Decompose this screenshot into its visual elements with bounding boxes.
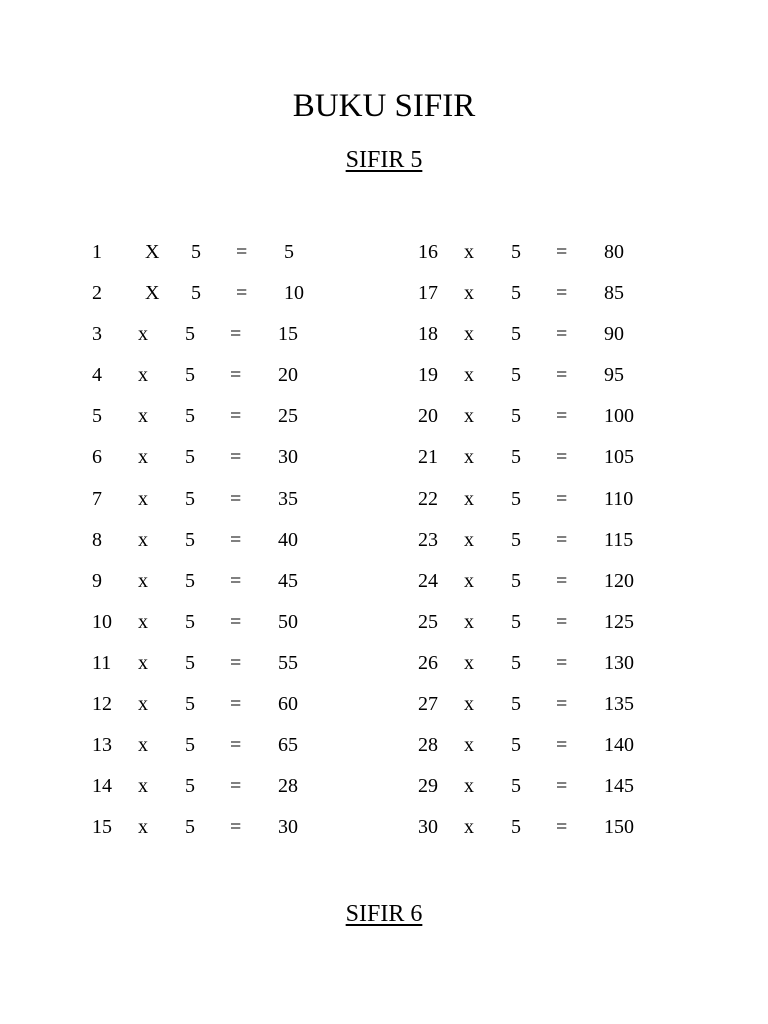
equals-sign: = bbox=[230, 816, 242, 839]
multiplier: 1 bbox=[92, 241, 102, 263]
section-heading-text: SIFIR 6 bbox=[345, 901, 423, 927]
equals-sign: = bbox=[230, 528, 242, 551]
equals-sign: = bbox=[230, 446, 242, 469]
table-row bbox=[384, 355, 768, 396]
product: 115 bbox=[604, 528, 634, 551]
multiplicand: 5 bbox=[511, 323, 521, 346]
table-column-right bbox=[384, 232, 768, 848]
multiplicand: 5 bbox=[511, 775, 521, 798]
multiplier: 21 bbox=[418, 446, 438, 469]
product: 135 bbox=[604, 693, 634, 716]
times-sign: x bbox=[464, 528, 474, 551]
multiplier: 4 bbox=[92, 364, 102, 387]
multiplier: 25 bbox=[418, 610, 438, 633]
table-row bbox=[0, 602, 384, 643]
multiplicand: 5 bbox=[185, 569, 195, 592]
multiplicand: 5 bbox=[185, 610, 195, 633]
times-sign: X bbox=[145, 241, 160, 263]
times-sign: x bbox=[138, 405, 148, 428]
multiplicand: 5 bbox=[185, 693, 195, 716]
multiplier: 28 bbox=[418, 734, 438, 757]
multiplicand: 5 bbox=[185, 487, 195, 510]
product: 150 bbox=[604, 816, 634, 839]
product: 55 bbox=[278, 651, 298, 674]
multiplicand: 5 bbox=[191, 282, 201, 305]
product: 120 bbox=[604, 569, 634, 592]
table-row bbox=[384, 437, 768, 478]
multiplier: 18 bbox=[418, 323, 438, 346]
product: 35 bbox=[278, 487, 298, 510]
section-heading-text: SIFIR 5 bbox=[345, 147, 423, 173]
table-row bbox=[384, 396, 768, 437]
table-row bbox=[384, 232, 768, 273]
multiplicand: 5 bbox=[511, 651, 521, 674]
product: 65 bbox=[278, 734, 298, 757]
equals-sign: = bbox=[556, 651, 568, 674]
table-row bbox=[0, 273, 384, 314]
multiplier: 16 bbox=[418, 241, 438, 263]
times-sign: x bbox=[464, 693, 474, 716]
product: 40 bbox=[278, 528, 298, 551]
multiplicand: 5 bbox=[511, 569, 521, 592]
section-heading-sifir-6 bbox=[0, 899, 768, 929]
equals-sign: = bbox=[230, 487, 242, 510]
times-sign: x bbox=[464, 364, 474, 387]
times-sign: x bbox=[138, 775, 148, 798]
times-sign: x bbox=[464, 775, 474, 798]
multiplier: 29 bbox=[418, 775, 438, 798]
product: 80 bbox=[604, 241, 624, 263]
page-title: BUKU SIFIR bbox=[292, 88, 476, 124]
product: 28 bbox=[278, 775, 298, 798]
multiplier: 3 bbox=[92, 323, 102, 346]
table-row bbox=[384, 520, 768, 561]
equals-sign: = bbox=[556, 241, 568, 263]
times-sign: x bbox=[138, 364, 148, 387]
equals-sign: = bbox=[230, 610, 242, 633]
multiplicand: 5 bbox=[185, 364, 195, 387]
table-row bbox=[384, 807, 768, 848]
multiplier: 30 bbox=[418, 816, 438, 839]
times-sign: x bbox=[138, 446, 148, 469]
equals-sign: = bbox=[556, 569, 568, 592]
multiplicand: 5 bbox=[511, 734, 521, 757]
multiplier: 12 bbox=[92, 693, 112, 716]
multiplicand: 5 bbox=[511, 446, 521, 469]
table-row bbox=[384, 314, 768, 355]
table-row bbox=[0, 396, 384, 437]
product: 130 bbox=[604, 651, 634, 674]
multiplier: 22 bbox=[418, 487, 438, 510]
multiplier: 8 bbox=[92, 528, 102, 551]
equals-sign: = bbox=[230, 734, 242, 757]
product: 50 bbox=[278, 610, 298, 633]
times-sign: x bbox=[464, 487, 474, 510]
multiplier: 6 bbox=[92, 446, 102, 469]
multiplier: 2 bbox=[92, 282, 102, 305]
times-sign: x bbox=[464, 651, 474, 674]
equals-sign: = bbox=[236, 241, 248, 263]
multiplicand: 5 bbox=[185, 323, 195, 346]
times-sign: x bbox=[464, 816, 474, 839]
product: 20 bbox=[278, 364, 298, 387]
table-row bbox=[0, 725, 384, 766]
multiplicand: 5 bbox=[185, 405, 195, 428]
table-row bbox=[0, 520, 384, 561]
multiplicand: 5 bbox=[185, 528, 195, 551]
times-sign: x bbox=[138, 323, 148, 346]
table-row bbox=[0, 684, 384, 725]
product: 15 bbox=[278, 323, 298, 346]
times-sign: x bbox=[138, 693, 148, 716]
product: 45 bbox=[278, 569, 298, 592]
product: 110 bbox=[604, 487, 634, 510]
multiplier: 15 bbox=[92, 816, 112, 839]
equals-sign: = bbox=[556, 528, 568, 551]
times-sign: x bbox=[138, 651, 148, 674]
equals-sign: = bbox=[556, 734, 568, 757]
times-sign: x bbox=[138, 734, 148, 757]
multiplier: 24 bbox=[418, 569, 438, 592]
equals-sign: = bbox=[230, 405, 242, 428]
table-row bbox=[0, 766, 384, 807]
table-row bbox=[0, 807, 384, 848]
times-sign: x bbox=[464, 323, 474, 346]
table-row bbox=[0, 479, 384, 520]
multiplicand: 5 bbox=[511, 487, 521, 510]
equals-sign: = bbox=[230, 651, 242, 674]
table-row bbox=[0, 437, 384, 478]
multiplicand: 5 bbox=[511, 816, 521, 839]
times-sign: x bbox=[138, 487, 148, 510]
product: 95 bbox=[604, 364, 624, 387]
table-row bbox=[0, 314, 384, 355]
equals-sign: = bbox=[556, 446, 568, 469]
equals-sign: = bbox=[236, 282, 248, 305]
table-row bbox=[384, 643, 768, 684]
multiplicand: 5 bbox=[185, 816, 195, 839]
multiplier: 26 bbox=[418, 651, 438, 674]
multiplicand: 5 bbox=[191, 241, 201, 263]
equals-sign: = bbox=[556, 693, 568, 716]
times-sign: X bbox=[145, 282, 160, 305]
multiplier: 11 bbox=[92, 651, 112, 674]
table-row bbox=[0, 355, 384, 396]
product: 25 bbox=[278, 405, 298, 428]
product: 30 bbox=[278, 816, 298, 839]
table-row bbox=[384, 684, 768, 725]
multiplier: 9 bbox=[92, 569, 102, 592]
multiplier: 17 bbox=[418, 282, 438, 305]
equals-sign: = bbox=[556, 282, 568, 305]
table-column-left bbox=[0, 232, 384, 848]
equals-sign: = bbox=[230, 693, 242, 716]
table-row bbox=[0, 561, 384, 602]
table-row bbox=[384, 479, 768, 520]
product: 5 bbox=[284, 241, 294, 263]
multiplier: 13 bbox=[92, 734, 112, 757]
product: 125 bbox=[604, 610, 634, 633]
product: 85 bbox=[604, 282, 624, 305]
multiplicand: 5 bbox=[185, 734, 195, 757]
times-sign: x bbox=[138, 528, 148, 551]
times-sign: x bbox=[138, 610, 148, 633]
multiplicand: 5 bbox=[185, 775, 195, 798]
multiplier: 10 bbox=[92, 610, 112, 633]
equals-sign: = bbox=[556, 405, 568, 428]
product: 105 bbox=[604, 446, 634, 469]
equals-sign: = bbox=[230, 364, 242, 387]
times-sign: x bbox=[464, 241, 474, 263]
table-row bbox=[384, 725, 768, 766]
times-sign: x bbox=[464, 610, 474, 633]
table-row bbox=[0, 232, 384, 273]
equals-sign: = bbox=[556, 323, 568, 346]
times-sign: x bbox=[464, 405, 474, 428]
product: 30 bbox=[278, 446, 298, 469]
equals-sign: = bbox=[556, 775, 568, 798]
multiplicand: 5 bbox=[185, 651, 195, 674]
multiplicand: 5 bbox=[511, 364, 521, 387]
multiplier: 7 bbox=[92, 487, 102, 510]
equals-sign: = bbox=[556, 487, 568, 510]
equals-sign: = bbox=[556, 816, 568, 839]
multiplier: 19 bbox=[418, 364, 438, 387]
multiplicand: 5 bbox=[511, 241, 521, 263]
times-sign: x bbox=[464, 446, 474, 469]
product: 90 bbox=[604, 323, 624, 346]
times-sign: x bbox=[464, 569, 474, 592]
equals-sign: = bbox=[230, 775, 242, 798]
times-sign: x bbox=[464, 734, 474, 757]
multiplicand: 5 bbox=[185, 446, 195, 469]
product: 10 bbox=[284, 282, 304, 305]
multiplicand: 5 bbox=[511, 610, 521, 633]
product: 145 bbox=[604, 775, 634, 798]
times-sign: x bbox=[138, 816, 148, 839]
multiplier: 14 bbox=[92, 775, 112, 798]
product: 100 bbox=[604, 405, 634, 428]
table-row bbox=[384, 561, 768, 602]
table-row bbox=[0, 643, 384, 684]
equals-sign: = bbox=[230, 323, 242, 346]
equals-sign: = bbox=[556, 364, 568, 387]
equals-sign: = bbox=[556, 610, 568, 633]
multiplicand: 5 bbox=[511, 693, 521, 716]
equals-sign: = bbox=[230, 569, 242, 592]
times-sign: x bbox=[464, 282, 474, 305]
multiplier: 27 bbox=[418, 693, 438, 716]
product: 140 bbox=[604, 734, 634, 757]
multiplier: 20 bbox=[418, 405, 438, 428]
multiplicand: 5 bbox=[511, 528, 521, 551]
table-row bbox=[384, 766, 768, 807]
section-heading-sifir-5 bbox=[0, 145, 768, 175]
times-sign: x bbox=[138, 569, 148, 592]
table-row bbox=[384, 602, 768, 643]
table-row bbox=[384, 273, 768, 314]
multiplicand: 5 bbox=[511, 405, 521, 428]
multiplier: 5 bbox=[92, 405, 102, 428]
product: 60 bbox=[278, 693, 298, 716]
multiplier: 23 bbox=[418, 528, 438, 551]
multiplicand: 5 bbox=[511, 282, 521, 305]
